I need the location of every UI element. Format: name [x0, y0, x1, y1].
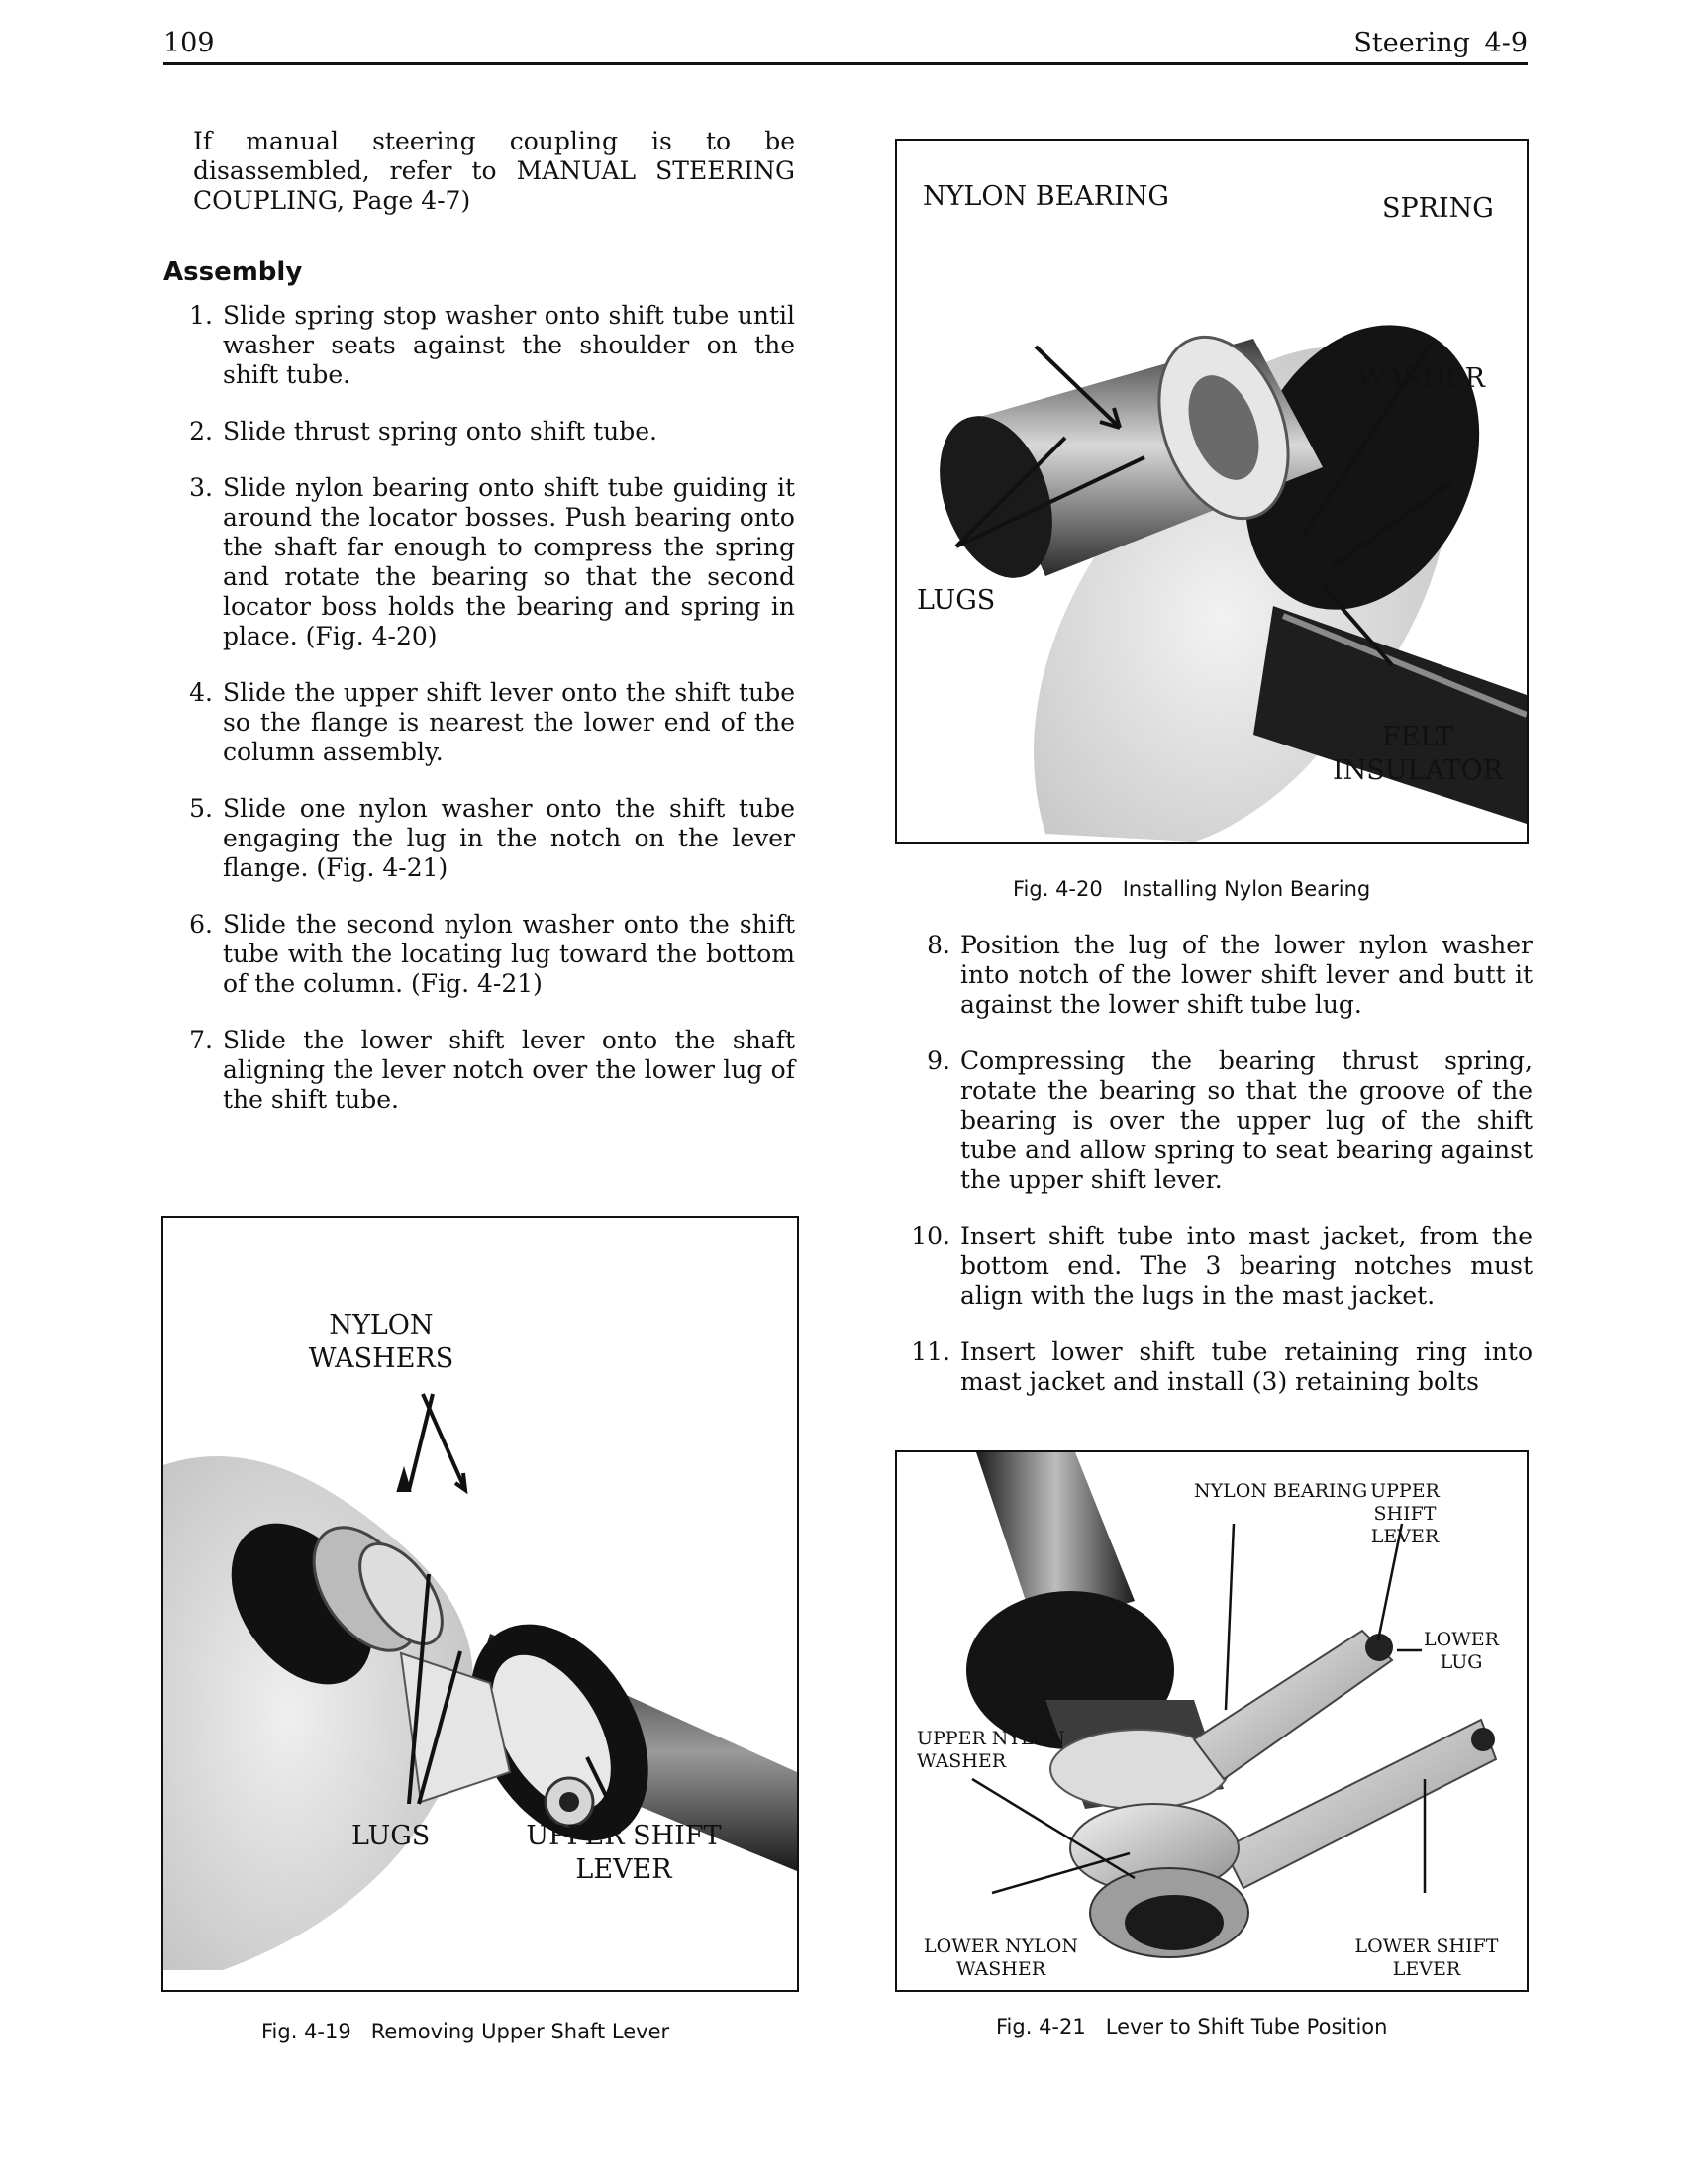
step-number: 8. [927, 931, 950, 959]
figure-4-20 [895, 139, 1529, 844]
step-11 [901, 1338, 1533, 1397]
caption-fig-4-20 [1013, 877, 1370, 901]
right-column [901, 931, 1533, 1424]
label-lower-nylon-washer: LOWER NYLON WASHER [924, 1936, 1078, 1980]
step-number: 5. [189, 794, 213, 823]
figure-number: Fig. 4-21 [996, 2015, 1086, 2038]
step-number: 7. [189, 1026, 213, 1054]
step-6 [163, 910, 795, 999]
assembly-heading: Assembly [163, 257, 303, 287]
step-text: Insert lower shift tube retaining ring into mast jacket and install (3) retaining bolts [960, 1338, 1533, 1396]
caption-fig-4-19 [261, 2020, 669, 2043]
step-4 [163, 678, 795, 767]
label-lower-lug: LOWER LUG [1424, 1629, 1499, 1673]
step-text: Slide the second nylon washer onto the shift tube with the locating lug toward the bottom of the column. (Fig. 4-21) [223, 910, 795, 998]
header-rule [163, 62, 1528, 65]
step-number: 6. [189, 910, 213, 939]
label-lower-shift-lever: LOWER SHIFT LEVER [1354, 1936, 1499, 1980]
left-column [163, 127, 795, 1142]
step-2 [163, 417, 795, 447]
figure-4-21 [895, 1450, 1529, 1992]
step-9 [901, 1046, 1533, 1195]
step-text: Slide one nylon washer onto the shift tube engaging the lug in the notch on the lever flange. (Fig. 4-21) [223, 794, 795, 882]
label-nylon-washers: NYLON WASHERS [308, 1310, 454, 1374]
step-number: 4. [189, 678, 213, 707]
figure-caption: Removing Upper Shaft Lever [370, 2020, 670, 2043]
section-number: 4-9 [1484, 28, 1528, 58]
step-text: Slide the lower shift lever onto the shaft aligning the lever notch over the lower lug of the shift tube. [223, 1026, 795, 1114]
figure-4-19 [161, 1216, 799, 1992]
label-upper-shift-lever: UPPER SHIFT LEVER [1370, 1480, 1440, 1547]
caption-fig-4-21 [996, 2015, 1387, 2038]
figure-caption: Installing Nylon Bearing [1122, 877, 1371, 901]
page-number: 109 [163, 28, 215, 58]
step-8 [901, 931, 1533, 1020]
section-title: Steering [1353, 28, 1470, 58]
step-text: Slide the upper shift lever onto the shift tube so the flange is nearest the lower end of the column assembly. [223, 678, 795, 766]
step-number: 1. [189, 301, 213, 330]
step-text: Position the lug of the lower nylon washer into notch of the lower shift lever and butt it against the lower shift tube lug. [960, 931, 1533, 1019]
label-spring: SPRING [1382, 193, 1494, 224]
step-text: Compressing the bearing thrust spring, rotate the bearing so that the groove of the bearing is over the upper lug of the shift tube and allow spring to seat bearing against the upper shift lever. [960, 1046, 1533, 1194]
step-text: Slide thrust spring onto shift tube. [223, 417, 657, 446]
label-lugs: LUGS [351, 1821, 431, 1851]
label-upper-nylon-washer: UPPER NYLON WASHER [917, 1728, 1065, 1772]
label-upper-shift-lever: UPPER SHIFT LEVER [526, 1821, 722, 1885]
step-3 [163, 473, 795, 651]
step-5 [163, 794, 795, 883]
step-number: 11. [911, 1338, 950, 1366]
figure-number: Fig. 4-19 [261, 2020, 351, 2043]
label-felt-insulator: FELT INSULATOR [1333, 722, 1503, 786]
section-header [1353, 28, 1528, 58]
intro-paragraph: If manual steering coupling is to be disassembled, refer to MANUAL STEERING COUPLING, Page 4-7) [193, 127, 795, 215]
step-text: Slide nylon bearing onto shift tube guiding it around the locator bosses. Push bearing onto the shaft far enough to compress the spring and rotate the bearing so that the second locator boss holds the bearing and spring in place. (Fig. 4-20) [223, 473, 795, 650]
step-1 [163, 301, 795, 390]
step-text: Insert shift tube into mast jacket, from the bottom end. The 3 bearing notches must align with the lugs in the mast jacket. [960, 1222, 1533, 1310]
step-number: 3. [189, 473, 213, 502]
step-7 [163, 1026, 795, 1115]
step-number: 2. [189, 417, 213, 446]
figure-caption: Lever to Shift Tube Position [1105, 2015, 1388, 2038]
figure-number: Fig. 4-20 [1013, 877, 1103, 901]
step-text: Slide spring stop washer onto shift tube until washer seats against the shoulder on the shift tube. [223, 301, 795, 389]
label-nylon-bearing: NYLON BEARING [923, 181, 1169, 212]
step-10 [901, 1222, 1533, 1311]
step-number: 10. [911, 1222, 950, 1250]
label-washer: WASHER [1358, 363, 1485, 394]
step-number: 9. [927, 1046, 950, 1075]
label-lugs: LUGS [917, 585, 996, 616]
label-nylon-bearing: NYLON BEARING [1194, 1480, 1368, 1502]
